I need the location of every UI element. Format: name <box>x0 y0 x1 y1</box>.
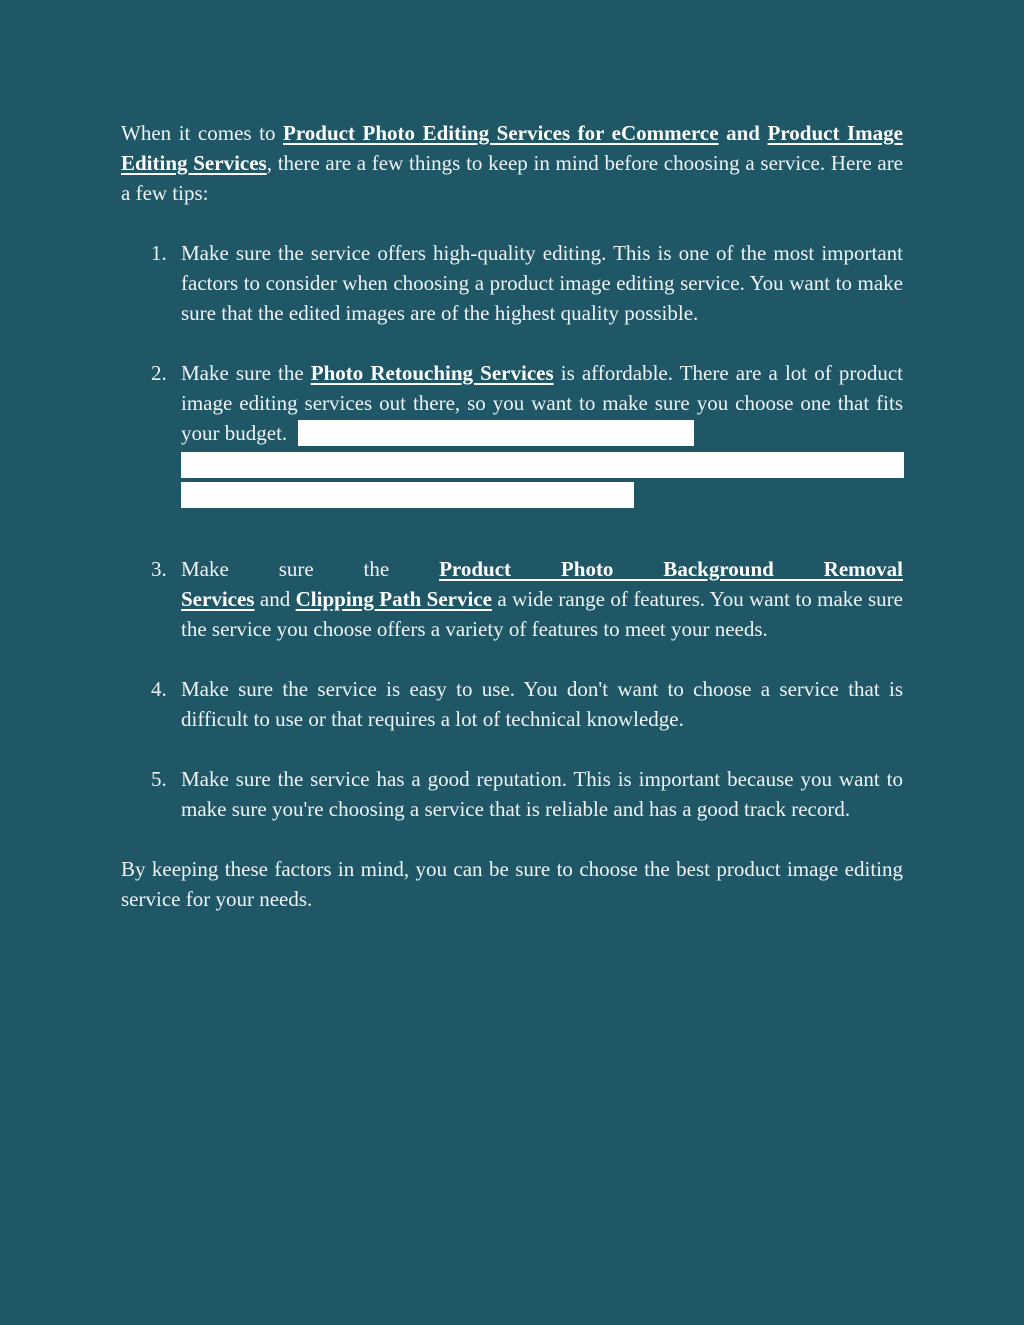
closing-paragraph: By keeping these factors in mind, you can be sure to choose the best product image editing service for your needs. <box>121 857 903 911</box>
tips-list <box>121 238 903 824</box>
list-number: 3. <box>151 557 167 581</box>
tip-text-start: Make sure the <box>181 557 440 581</box>
link-clipping-path-service[interactable]: Clipping Path Service <box>295 587 492 611</box>
article-body <box>121 118 903 914</box>
list-item <box>121 358 903 508</box>
link-photo-retouching-services[interactable]: Photo Retouching Services <box>310 361 554 385</box>
intro-paragraph <box>121 118 903 208</box>
tip-text: Make sure the service offers high-quality editing. This is one of the most important factors to consider when choosing a product image editing service. You want to make sure that the edited images are of the highest quality possible. <box>181 241 903 325</box>
tip-text-start: Make sure the <box>181 361 311 385</box>
intro-text-and: and <box>718 121 768 145</box>
tip-text: Make sure the service has a good reputation. This is important because you want to make sure you're choosing a service that is reliable and has a good track record. <box>181 767 903 821</box>
list-item <box>121 674 903 734</box>
list-number: 1. <box>151 241 167 265</box>
list-number: 5. <box>151 767 167 791</box>
tip-text-and: and <box>254 587 296 611</box>
redaction-bar <box>181 452 904 478</box>
intro-text-end: , there are a few things to keep in mind before choosing a service. Here are a few tips: <box>121 151 904 205</box>
redaction-bar <box>181 482 634 508</box>
list-item <box>121 238 903 328</box>
list-number: 2. <box>151 361 167 385</box>
tip-text-end: a wide range of features. You want to make sure the service you choose offers a variety of features to meet your needs. <box>181 587 903 641</box>
intro-text-start: When it comes to <box>121 121 284 145</box>
redaction-bar <box>298 420 694 446</box>
link-product-photo-editing-services[interactable]: Product Photo Editing Services for eCommerce <box>283 121 719 145</box>
list-item <box>121 554 903 644</box>
list-spacer <box>121 508 903 554</box>
tip-text: Make sure the service is easy to use. You don't want to choose a service that is difficult to use or that requires a lot of technical knowledge. <box>181 677 903 731</box>
tip-text-end: is affordable. There are a lot of product image editing services out there, so you want to make sure you choose one that fits your budget. <box>181 361 903 445</box>
link-product-photo-background-removal-services[interactable]: Product Photo Background Removal Services <box>181 557 903 611</box>
list-number: 4. <box>151 677 167 701</box>
list-item <box>121 764 903 824</box>
link-product-image-editing-services[interactable]: Product Image Editing Services <box>121 121 903 175</box>
